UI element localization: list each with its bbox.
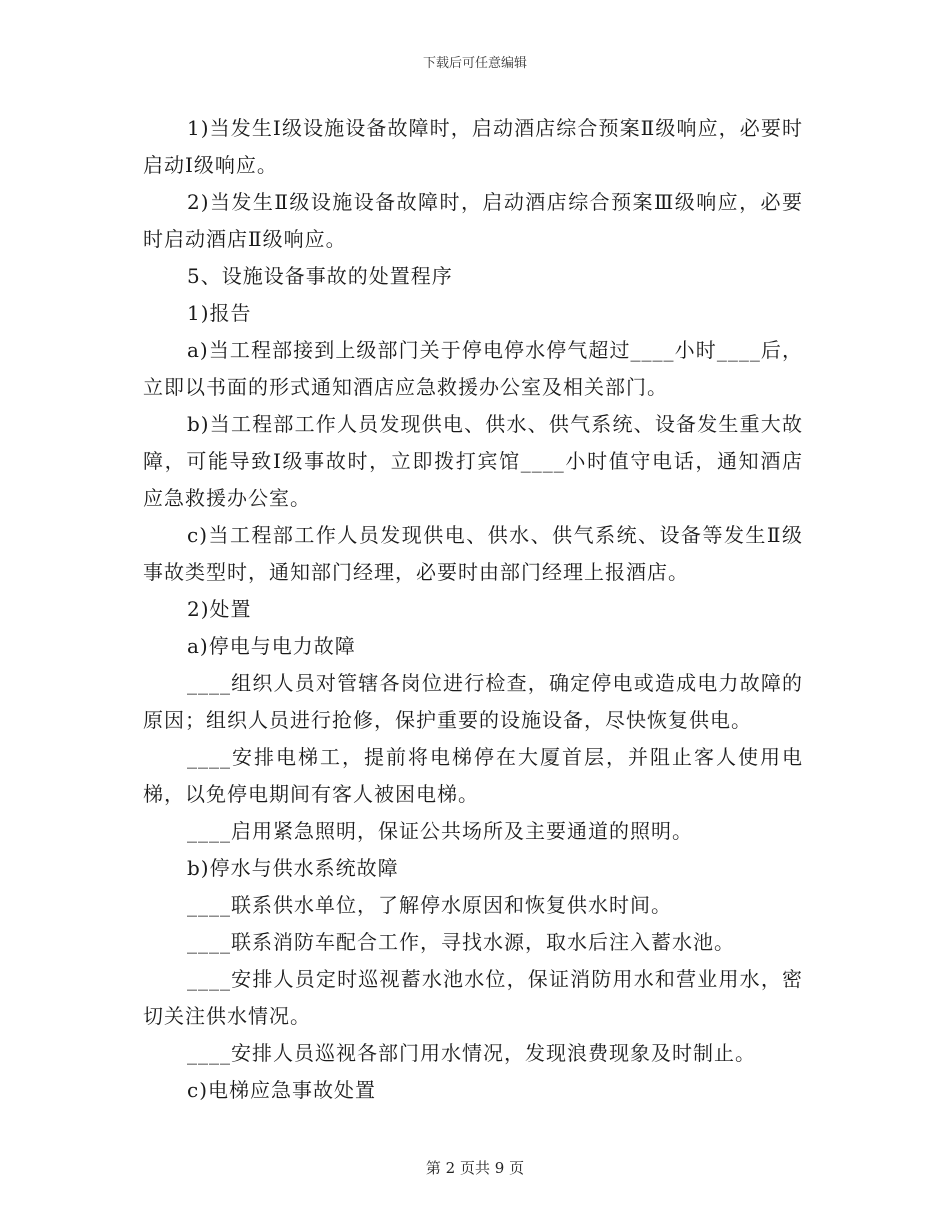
paragraph: c)当工程部工作人员发现供电、供水、供气系统、设备等发生Ⅱ级事故类型时，通知部门经理，必要时由部门经理上报酒店。: [143, 523, 803, 584]
paragraph: b)当工程部工作人员发现供电、供水、供气系统、设备发生重大故障，可能导致Ⅰ级事故时，立即拨打宾馆____小时值守电话，通知酒店应急救援办公室。: [143, 412, 803, 510]
paragraph: ____启用紧急照明，保证公共场所及主要通道的照明。: [187, 819, 693, 843]
subsection-heading: 1)报告: [187, 301, 252, 325]
subsection-heading: 2)处置: [187, 597, 252, 621]
paragraph: ____组织人员对管辖各岗位进行检查，确定停电或造成电力故障的原因；组织人员进行抢修，保护重要的设施设备，尽快恢复供电。: [143, 671, 803, 732]
paragraph: ____安排电梯工，提前将电梯停在大厦首层，并阻止客人使用电梯，以免停电期间有客人被困电梯。: [143, 745, 803, 806]
item-heading: a)停电与电力故障: [187, 634, 356, 658]
document-body: [143, 110, 803, 1109]
paragraph: ____联系消防车配合工作，寻找水源，取水后注入蓄水池。: [187, 930, 735, 954]
paragraph: 2)当发生Ⅱ级设施设备故障时，启动酒店综合预案Ⅲ级响应，必要时启动酒店Ⅱ级响应。: [143, 190, 803, 251]
paragraph: ____安排人员巡视各部门用水情况，发现浪费现象及时制止。: [187, 1041, 756, 1065]
item-heading: b)停水与供水系统故障: [187, 856, 399, 880]
paragraph: ____安排人员定时巡视蓄水池水位，保证消防用水和营业用水，密切关注供水情况。: [143, 967, 803, 1028]
paragraph: ____联系供水单位，了解停水原因和恢复供水时间。: [187, 893, 672, 917]
item-heading: c)电梯应急事故处置: [187, 1078, 377, 1102]
page-footer: 第 2 页共 9 页: [425, 1159, 525, 1177]
paragraph: 1)当发生Ⅰ级设施设备故障时，启动酒店综合预案Ⅱ级响应，必要时启动Ⅰ级响应。: [143, 116, 803, 177]
section-heading: 5、设施设备事故的处置程序: [187, 264, 453, 288]
paragraph: a)当工程部接到上级部门关于停电停水停气超过____小时____后，立即以书面的形式通知酒店应急救援办公室及相关部门。: [143, 338, 803, 399]
page-header: 下载后可任意编辑: [422, 56, 527, 71]
